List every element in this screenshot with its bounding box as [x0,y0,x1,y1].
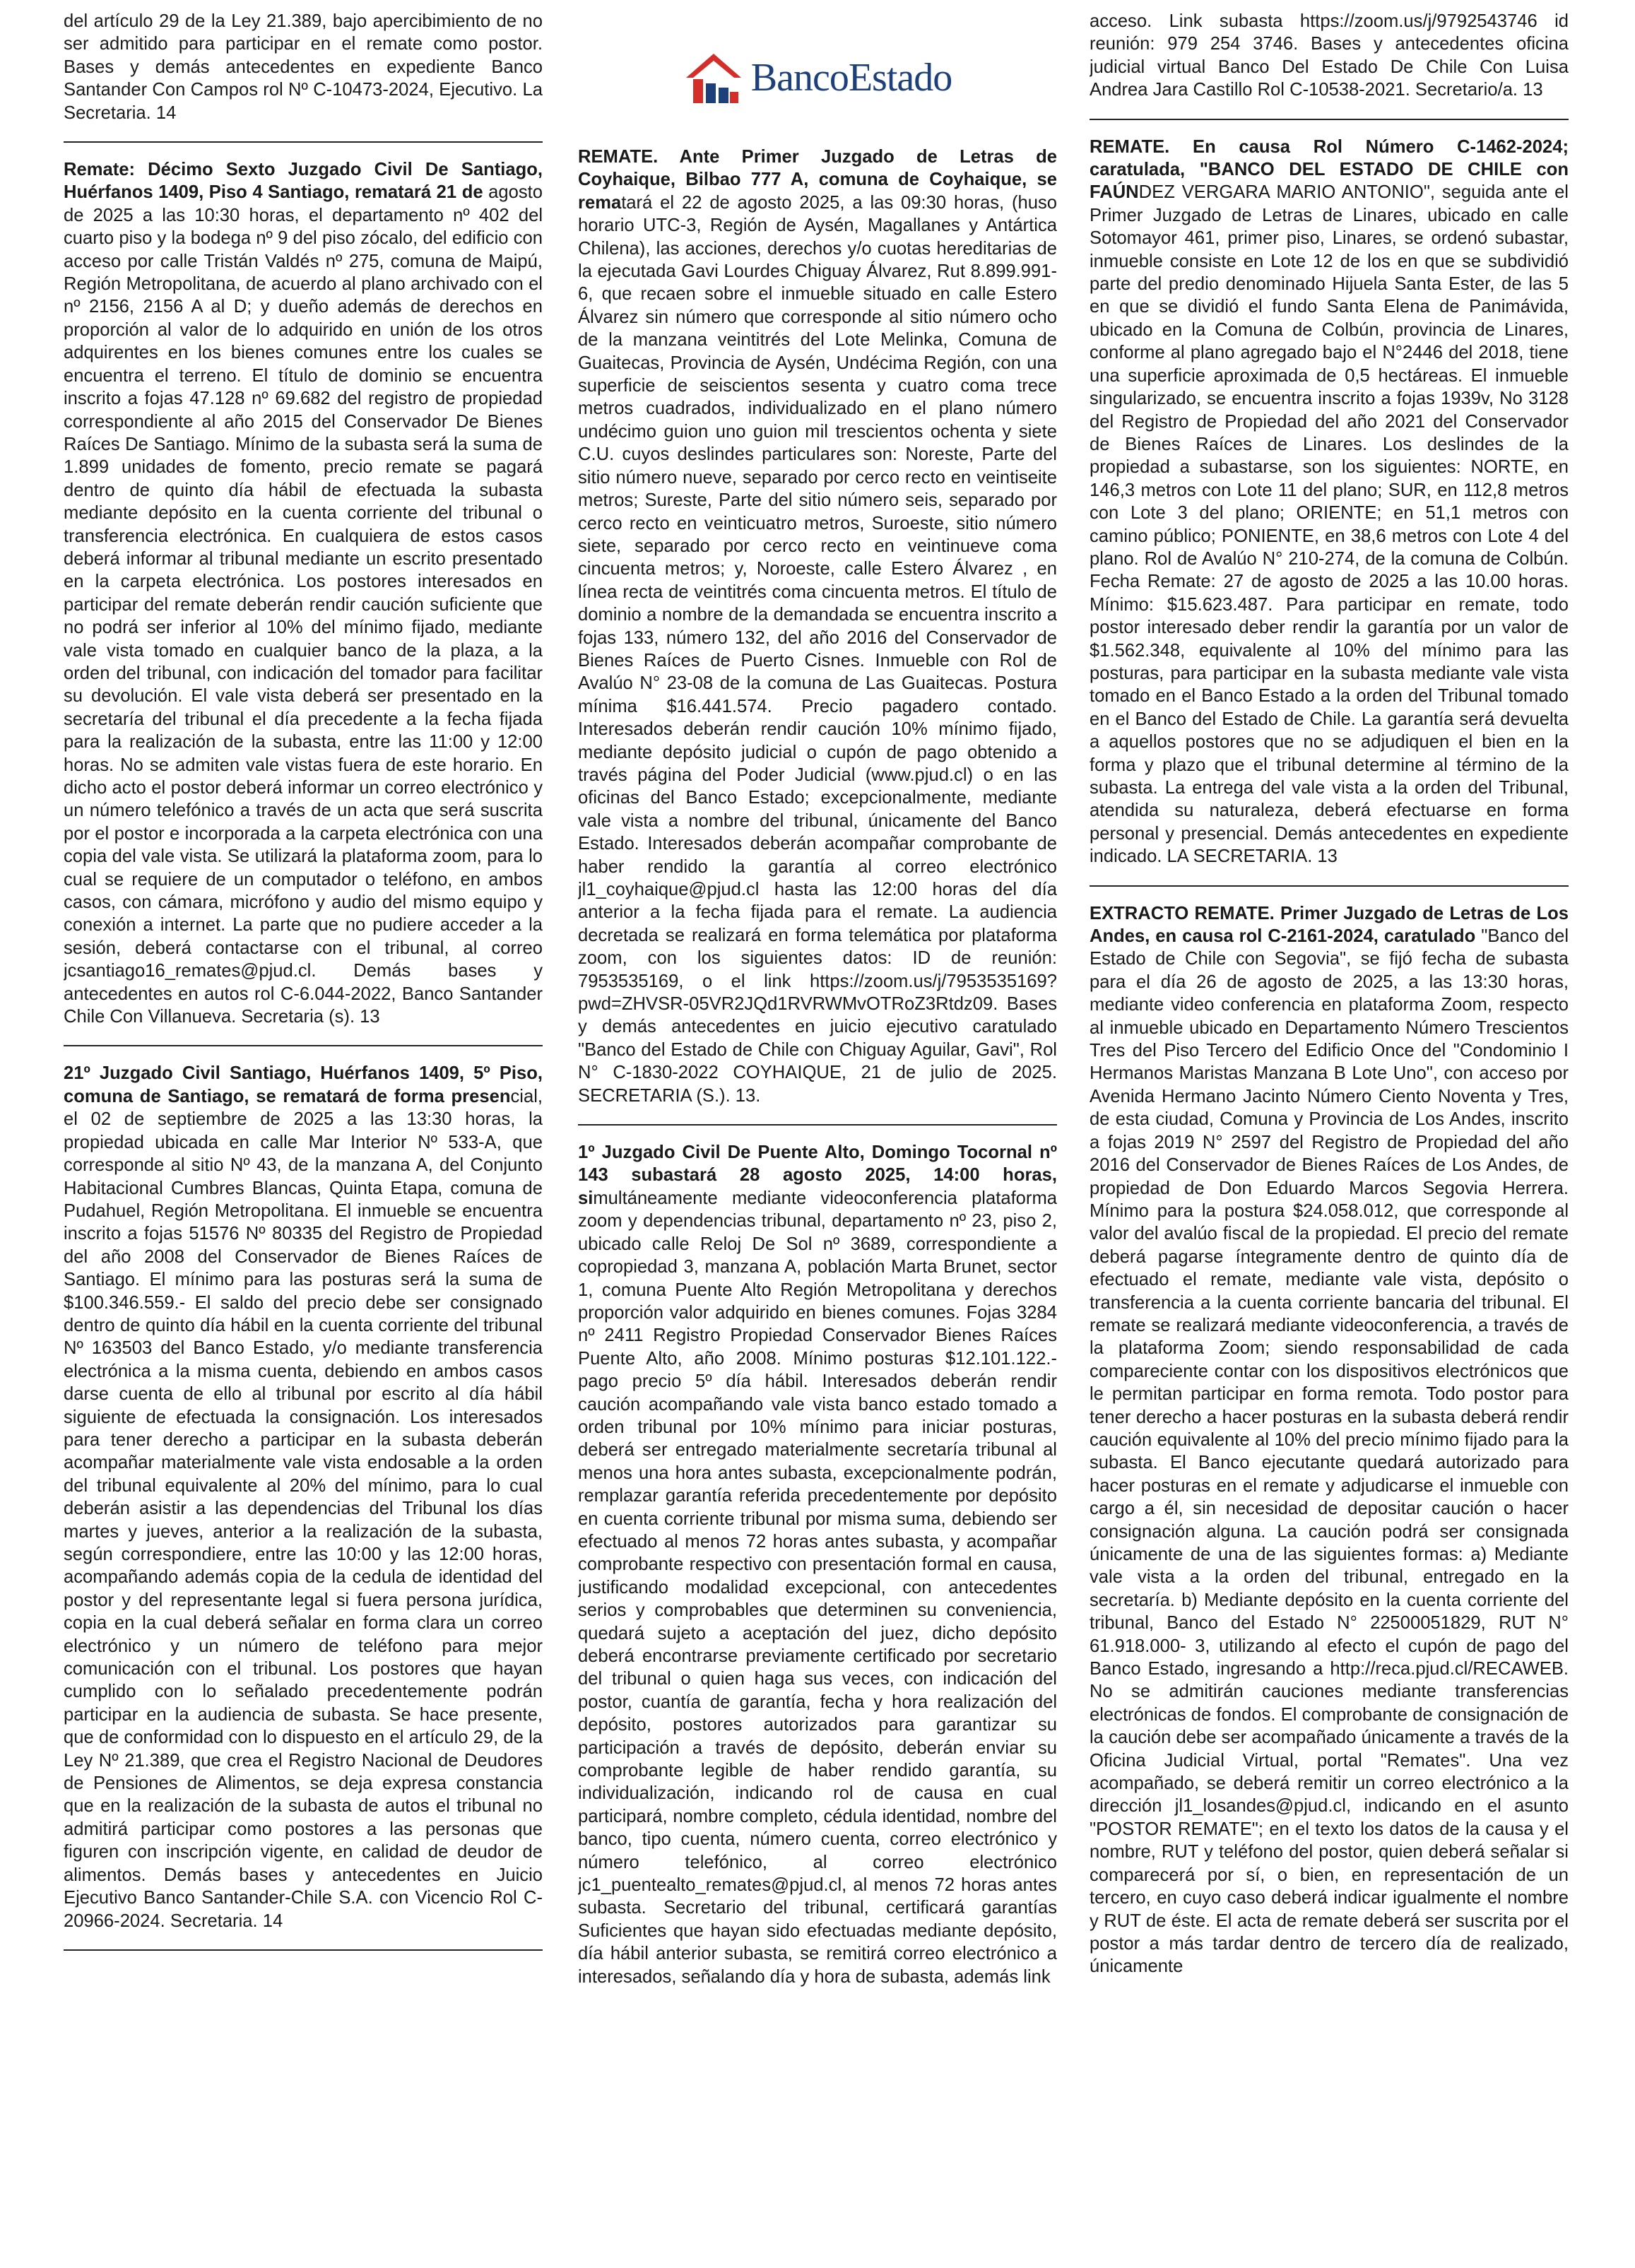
notice-heading: REMATE. En causa Rol Número C-1462-2024; caratulada, "BANCO DEL ESTADO DE CHILE con FAÚN [1090,136,1569,203]
notice-text: agosto de 2025 a las 10:30 horas, el departamento nº 402 del cuarto piso y la bodega nº 9 del piso zócalo, del edificio con acceso por calle Tristán Valdés nº 275, comuna de Maipú, Región Metropolitana, de acuerdo al plano archivado con el nº 2156, 2156 A al D; y dueño además de derechos en proporción al valor de lo adquirido en unión de los otros adquirentes en los bienes comunes entre los cuales se encuentra el terreno. El título de dominio se encuentra inscrito a fojas 47.128 nº 69.682 del registro de propiedad correspondiente al año 2015 del Conservador De Bienes Raíces De Santiago. Mínimo de la subasta será la suma de 1.899 unidades de fomento, precio remate se pagará dentro de quinto día hábil de efectuada la subasta mediante depósito en la cuenta corriente del tribunal o transferencia electrónica. En cualquiera de estos casos deberá informar al tribunal mediante un escrito presentado en la carpeta electrónica. Los postores interesados en participar del remate deberán rendir caución suficiente que no podrá ser inferior al 10% del mínimo fijado, mediante vale vista tomado en cualquier banco de la plaza, a la orden del tribunal, con indicación del tomador para facilitar su devolución. El vale vista deberá ser presentado en la secretaría del tribunal el día precedente a la fecha fijada para la realización de la subasta, entre las 11:00 y 12:00 horas. No se admiten vale vistas fuera de este horario. En dicho acto el postor deberá informar un correo electrónico y un número telefónico a través de un acta que será suscrita por el postor e incorporada a la carpeta electrónica con una copia del vale vista. Se utilizará la plataforma zoom, para lo cual se requiere de un computador o teléfono, en ambos casos, con cámara, micrófono y audio del mismo equipo y conexión a internet. La parte que no pudiere acceder a la sesión, deberá contactarse con el tribunal, al correo jcsantiago16_remates@pjud.cl. Demás bases y antecedentes en autos rol C-6.044-2022, Banco Santander Chile Con Villanueva. Secretaria (s). 13 [64,182,543,1027]
divider [64,1045,543,1046]
notice-puente-alto [578,1141,1057,1988]
column-1 [64,10,543,2264]
notice-los-andes [1090,902,1569,1978]
notice-text: DEZ VERGARA MARIO ANTONIO", seguida ante el Primer Juzgado de Letras de Linares, ubicado en calle Sotomayor 461, primer piso, Linares, se ordenó subastar, inmueble consiste en Lote 12 de los en que se subdividió parte del predio denominado Hijuela Santa Ester, de las 5 en que se dividió el fundo Santa Elena de Panimávida, ubicado en la Comuna de Colbún, provincia de Linares, conforme al plano agregado bajo el N°2446 del 2018, tiene una superficie aproximada de 0,5 hectáreas. El inmueble singularizado, se encuentra inscrito a fojas 1939v, No 3128 del Registro de Propiedad del año 2021 del Conservador de Bienes Raíces de Linares. Los deslindes de la propiedad a subastarse, son los siguientes: NORTE, en 146,3 metros con Lote 11 del plano; SUR, en 112,8 metros con Lote 3 del plano; ORIENTE; en 51,1 metros con camino público; PONIENTE, en 38,6 metros con Lote 4 del plano. Rol de Avalúo N° 210-274, de la comuna de Colbún. Fecha Remate: 27 de agosto de 2025 a las 10.00 horas. Mínimo: $15.623.487. Para participar en remate, todo postor interesado deber rendir la garantía por un valor de $1.562.348, equivalente al 10% del mínimo para las posturas, para participar en la subasta mediante vale vista tomado en el Banco Estado a la orden del Tribunal tomado en el Banco del Estado de Chile. La garantía será devuelta a aquellos postores que no se adjudiquen el bien en la forma y plazo que el tribunal determine al término de la subasta. La entrega del vale vista a la orden del Tribunal, atendida su naturaleza, deberá efectuarse en forma personal y presencial. Demás antecedentes en expediente indicado. LA SECRETARIA. 13 [1090,182,1569,867]
bancoestado-wordmark: BancoEstado [750,55,952,100]
divider [1090,119,1569,120]
notice-text: multáneamente mediante videoconferencia plataforma zoom y dependencias tribunal, departamento nº 23, piso 2, ubicado calle Reloj De Sol nº 3689, correspondiente a copropiedad 3, manzana A, población Marta Brunet, sector 1, comuna Puente Alto Región Metropolitana y derechos proporción valor adquirido en bienes comunes. Fojas 3284 nº 2411 Registro Propiedad Conservador Bienes Raíces Puente Alto, año 2008. Mínimo posturas $12.101.122.- pago precio 5º día hábil. Interesados deberán rendir caución acompañando vale vista banco estado tomado a orden tribunal por 10% mínimo para iniciar posturas, deberá ser entregado materialmente secretaría tribunal al menos una hora antes subasta, excepcionalmente podrán, remplazar garantía referida precedentemente por depósito en cuenta corriente tribunal por misma suma, debiendo ser efectuado al menos 72 horas antes subasta, y acompañar comprobante respectivo con presentación formal en causa, justificando modalidad excepcional, con antecedentes serios y comprobables que determinen su conveniencia, quedará sujeto a aceptación del juez, dicho depósito deberá encontrarse previamente certificado por secretario del tribunal o quien haga sus veces, con indicación del postor, cuantía de garantía, fecha y hora realización del depósito, postores autorizados para garantizar su participación a través de depósito, deberán enviar su comprobante legible de haber rendido garantía, su individualización, indicando rol de causa en cual participará, nombre completo, cédula identidad, nombre del banco, tipo cuenta, número cuenta, correo electrónico y número telefónico, al correo electrónico jc1_puentealto_remates@pjud.cl, al menos 72 horas antes subasta. Secretario del tribunal, certificará garantías Suficientes que hayan sido efectuadas mediante depósito, día hábil anterior subasta, se remitirá correo electrónico a interesados, señalando día y hora de subasta, además link [578,1188,1057,1987]
notice-heading: 1º Juzgado Civil De Puente Alto, Domingo Tocornal nº 143 subastará 28 agosto 2025, 14:00 horas, si [578,1142,1057,1208]
column-3 [1090,10,1569,2264]
bancoestado-logo [578,35,1057,120]
notice-continuation [64,10,543,124]
divider [64,141,543,143]
column-2 [578,10,1057,2264]
notice-text: cial, el 02 de septiembre de 2025 a las 13:30 horas, la propiedad ubicada en calle Mar Interior Nº 533-A, que corresponde al sitio Nº 43, de la manzana A, del Conjunto Habitacional Cumbres Blancas, Quinta Etapa, comuna de Pudahuel, Región Metropolitana. El inmueble se encuentra inscrito a fojas 51576 Nº 80335 del Registro de Propiedad del año 2008 del Conservador de Bienes Raíces de Santiago. El mínimo para las posturas será la suma de $100.346.559.- El saldo del precio debe ser consignado dentro de quinto día hábil en la cuenta corriente del tribunal Nº 163503 del Banco Estado, y/o mediante transferencia electrónica a la misma cuenta, debiendo en ambos casos darse cuenta de ello al tribunal por escrito al día hábil siguiente de efectuada la consignación. Los interesados para tener derecho a participar en la subasta deberán acompañar materialmente vale vista endosable a la orden del tribunal equivalente al 20% del mínimo, para lo cual deberán asistir a las dependencias del Tribunal los días martes y jueves, anterior a la realización de la subasta, según correspondiere, entre las 10:00 y las 12:00 horas, acompañando además copia de la cedula de identidad del postor y del representante legal si fuera persona jurídica, copia en la cual deberá señalar en forma clara un correo electrónico y un número de teléfono para mejor comunicación con el tribunal. Los postores que hayan cumplido con lo señalado precedentemente podrán participar en la audiencia de subasta. Se hace presente, que de conformidad con lo dispuesto en el artículo 29, de la Ley Nº 21.389, que crea el Registro Nacional de Deudores de Pensiones de Alimentos, se deja expresa constancia que en la realización de la subasta de autos el tribunal no admitirá participar como postores a las personas que figuren con inscripción vigente, en calidad de deudor de alimentos. Demás bases y antecedentes en Juicio Ejecutivo Banco Santander-Chile S.A. con Vicencio Rol C-20966-2024. Secretaria. 14 [64,1086,543,1931]
notice-text: "Banco del Estado de Chile con Segovia", se fijó fecha de subasta para el día 26 de agosto de 2025, a las 13:30 horas, mediante video conferencia en plataforma Zoom, respecto al inmueble ubicado en Departamento Número Trescientos Tres del Piso Tercero del Edificio Once del "Condominio I Hermanos Maristas Manzana B Lote Uno", con acceso por Avenida Hermano Jacinto Número Ciento Noventa y Tres, de esta ciudad, Comuna y Provincia de Los Andes, inscrito a fojas 2019 N° 2597 del Registro de Propiedad del año 2016 del Conservador de Bienes Raíces de Los Andes, de propiedad de Don Eduardo Marcos Segovia Herrera. Mínimo para la postura $24.058.012, que corresponde al valor del avalúo fiscal de la propiedad. El precio del remate deberá pagarse íntegramente dentro de quinto día de efectuado el remate, mediante vale vista, depósito o transferencia a la cuenta corriente bancaria del tribunal. El remate se realizará mediante videoconferencia, a través de la plataforma Zoom; siendo responsabilidad de cada compareciente contar con los dispositivos electrónicos que le permitan participar en forma remota. Todo postor para tener derecho a hacer posturas en la subasta deberá rendir caución equivalente al 10% del precio mínimo fijado para la subasta. El Banco ejecutante quedará autorizado para hacer posturas en el remate y adjudicarse el inmueble con cargo a él, sin necesidad de depositar caución o hacer consignación alguna. La caución podrá ser consignada únicamente de una de las siguientes formas: a) Mediante vale vista a la orden del tribunal, entregado en la secretaría. b) Mediante depósito en la cuenta corriente del tribunal, Banco del Estado N° 22500051829, RUT N° 61.918.000- 3, utilizando al efecto el cupón de pago del Banco Estado, ingresando a http://reca.pjud.cl/RECAWEB. No se admitirán cauciones mediante transferencias electrónicas de fondos. El comprobante de consignación de la caución debe ser acompañado únicamente a través de la Oficina Judicial Virtual, portal "Remates". Una vez acompañado, se deberá remitir un correo electrónico a la dirección jl1_losandes@pjud.cl, indicando en el asunto "POSTOR REMATE"; en el texto los datos de la causa y el nombre, RUT y teléfono del postor, quien deberá señalar si comparecerá por sí, o bien, en representación de un tercero, en cuyo caso deberá indicar igualmente el nombre y RUT de éste. El acta de remate deberá ser suscrita por el postor a más tardar dentro de tercero día de realizado, únicamente [1090,926,1569,1977]
divider [64,1949,543,1951]
divider [1090,885,1569,887]
notice-continuation [1090,10,1569,102]
notice-heading: Remate: Décimo Sexto Juzgado Civil De Santiago, Huérfanos 1409, Piso 4 Santiago, rematará 21 de [64,160,543,203]
notice-heading: REMATE. Ante Primer Juzgado de Letras de Coyhaique, Bilbao 777 A, comuna de Coyhaique, se rema [578,147,1057,213]
bancoestado-emblem-icon [683,49,744,106]
divider [578,1124,1057,1126]
notice-coyhaique [578,146,1057,1107]
notice-text: acceso. Link subasta https://zoom.us/j/9792543746 id reunión: 979 254 3746. Bases y antecedentes oficina judicial virtual Banco Del Estado De Chile Con Luisa Andrea Jara Castillo Rol C-10538-2021. Secretario/a. 13 [1090,11,1569,100]
notice-santiago-16 [64,158,543,1028]
notice-linares [1090,136,1569,868]
notice-heading: 21º Juzgado Civil Santiago, Huérfanos 1409, 5º Piso, comuna de Santiago, se rematará de forma presen [64,1063,543,1106]
notice-heading: EXTRACTO REMATE. Primer Juzgado de Letras de Los Andes, en causa rol C-2161-2024, caratulado [1090,903,1569,947]
notice-text: del artículo 29 de la Ley 21.389, bajo apercibimiento de no ser admitido para participar en el remate como postor. Bases y demás antecedentes en expediente Banco Santander Con Campos rol Nº C-10473-2024, Ejecutivo. La Secretaria. 14 [64,11,543,123]
notice-santiago-21 [64,1062,543,1932]
notice-text: tará el 22 de agosto 2025, a las 09:30 horas, (huso horario UTC-3, Región de Aysén, Magallanes y Antártica Chilena), las acciones, derechos y/o cuotas hereditarias de la ejecutada Gavi Lourdes Chiguay Álvarez, Rut 8.899.991-6, que recaen sobre el inmueble situado en calle Estero Álvarez sin número que corresponde al sitio número ocho de la manzana veintitrés del Lote Melinka, Comuna de Guaitecas, Provincia de Aysén, Undécima Región, con una superficie de seiscientos sesenta y cuatro coma trece metros cuadrados, individualizado en el plano número undécimo guion uno guion mil trescientos ochenta y siete C.U. cuyos deslindes particulares son: Noreste, Parte del sitio número nueve, separado por cerco recto en veintiseite metros; Sureste, Parte del sitio número seis, separado por cerco recto en veinticuatro metros, Suroeste, sitio número siete, separado por cerco recto en veintinueve coma cincuenta metros; y, Noroeste, calle Estero Álvarez , en línea recta de veintitrés coma cincuenta metros. El título de dominio a nombre de la demandada se encuentra inscrito a fojas 133, número 132, del año 2016 del Conservador de Bienes Raíces de Puerto Cisnes. Inmueble con Rol de Avalúo N° 23-08 de la comuna de Las Guaitecas. Postura mínima $16.441.574. Precio pagadero contado. Interesados deberán rendir caución 10% mínimo fijado, mediante depósito judicial o cupón de pago obtenido a través página del Poder Judicial (www.pjud.cl) o en las oficinas del Banco Estado; excepcionalmente, mediante vale vista a nombre del tribunal, únicamente del Banco Estado. Interesados deberán acompañar comprobante de haber rendido la garantía al correo electrónico jl1_coyhaique@pjud.cl hasta las 12:00 horas del día anterior a la fecha fijada para el remate. La audiencia decretada se realizará en forma telemática por plataforma zoom, con los siguientes datos: ID de reunión: 7953535169, o el link https://zoom.us/j/7953535169?pwd=ZHVSR-05VR2JQd1RVRWMvOTRoZ3Rtdz09. Bases y demás antecedentes en juicio ejecutivo caratulado "Banco del Estado de Chile con Chiguay Aguilar, Gavi", Rol N° C-1830-2022 COYHAIQUE, 21 de julio de 2025. SECRETARIA (S.). 13. [578,192,1057,1106]
